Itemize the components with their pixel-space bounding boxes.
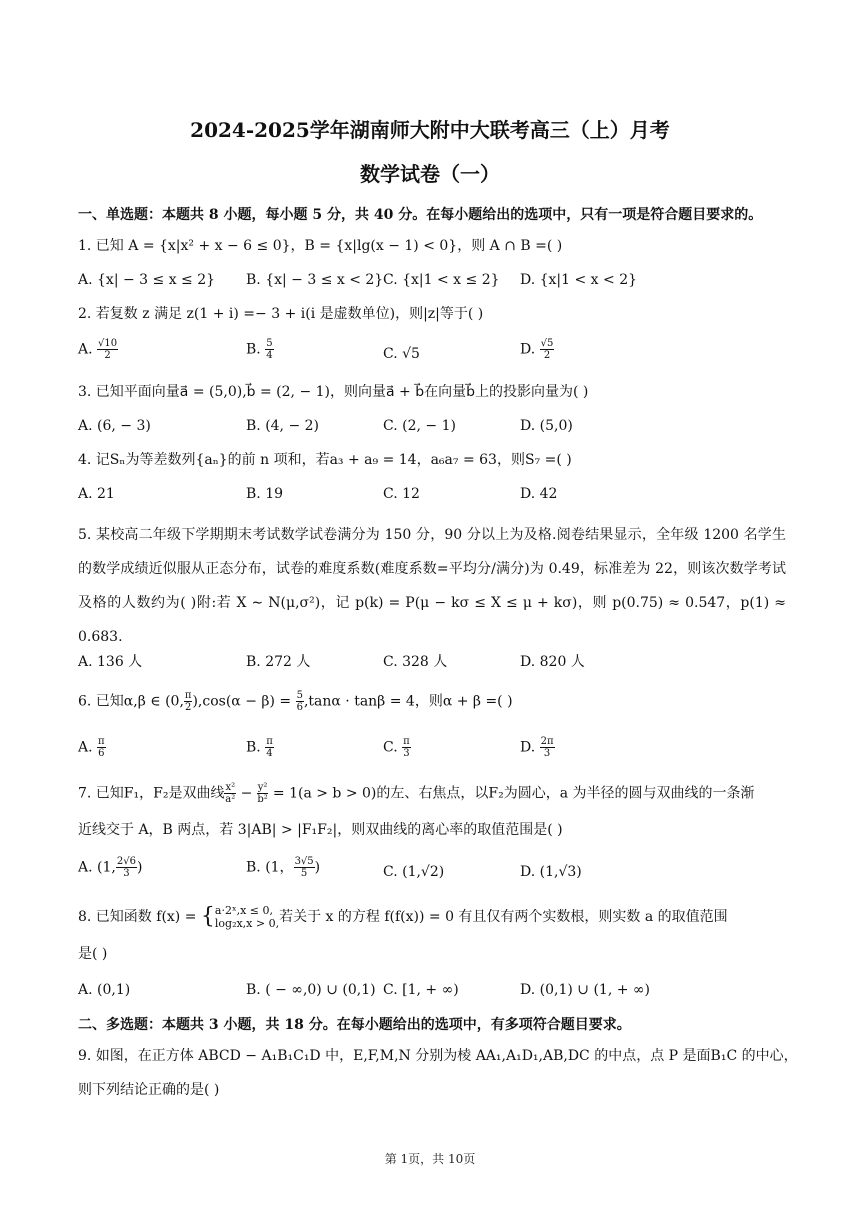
question-4-option-c: C. 12 — [383, 486, 420, 502]
question-4-stem: 4. 记Sₙ为等差数列{aₙ}的前 n 项和，若a₃ + a₉ = 14，a₆a₇ = 63，则S₇ =( ) — [78, 452, 572, 468]
question-6-stem: 6. 已知α,β ∈ (0, $\frac{\pi}{2}$ ),cos(α − β) = $\frac{5}{6}$ ,tanα · tanβ = 4，则α + β =( ) — [78, 690, 513, 713]
question-3-option-c: C. (2, − 1) — [383, 418, 456, 434]
question-2-stem: 2. 若复数 z 满足 z(1 + i) =− 3 + i(i 是虚数单位)，则|z|等于( ) — [78, 306, 484, 322]
question-4-option-d: D. 42 — [520, 486, 558, 502]
section-heading-single-choice: 一、单选题：本题共 8 小题，每小题 5 分，共 40 分。在每小题给出的选项中，只有一项是符合题目要求的。 — [78, 207, 763, 223]
question-7-option-a: A. (1, $\frac{2√6}{3}$ ) — [78, 856, 143, 879]
question-1-stem: 1. 已知 A = {x|x² + x − 6 ≤ 0}，B = {x|lg(x − 1) < 0}，则 A ∩ B =( ) — [78, 238, 563, 254]
question-7-stem: 7. 已知F₁，F₂是双曲线 $\frac{\text{x²}}{\text{a²}}$ − $\frac{\text{y²}}{\text{b²}}$ = 1(a > b > 0)的左、右焦点，以F₂为圆心，a 为半径的圆与双曲线的一条渐 — [78, 782, 755, 805]
question-8-option-c: C. [1, + ∞) — [383, 982, 459, 998]
question-2-option-a: A. $\frac{√10}{2}$ — [78, 338, 118, 361]
question-5-option-d: D. 820 人 — [520, 654, 585, 670]
question-1-option-b: B. {x| − 3 ≤ x < 2} — [246, 272, 384, 288]
exam-subtitle: 数学试卷（一） — [360, 162, 500, 186]
question-6-option-c: C. $\frac{\pi}{3}$ — [383, 736, 410, 759]
question-2-option-d: D. $\frac{√5}{2}$ — [520, 338, 554, 361]
question-6-option-b: B. $\frac{\pi}{4}$ — [246, 736, 273, 759]
section-heading-multiple-choice: 二、多选题：本题共 3 小题，共 18 分。在每小题给出的选项中，有多项符合题目要求。 — [78, 1017, 631, 1033]
question-7-option-d: D. (1,√3) — [520, 864, 582, 880]
page-footer: 第 1页，共 10页 — [384, 1152, 476, 1166]
question-3-option-d: D. (5,0) — [520, 418, 573, 434]
question-1-option-d: D. {x|1 < x < 2} — [520, 272, 638, 288]
question-6-option-d: D. $\frac{2\pi}{3}$ — [520, 736, 554, 759]
question-5-option-c: C. 328 人 — [383, 654, 448, 670]
question-5-stem: 5. 某校高二年级下学期期末考试数学试卷满分为 150 分，90 分以上为及格.阅卷结果显示，全年级 1200 名学生的数学成绩近似服从正态分布，试卷的难度系数(难度系数=平均分/满分)为 0.49，标准差为 22，则该次数学考试及格的人数约为( )附:若 X ∼ N(μ,σ²)，记 p(k) = P(μ − kσ ≤ X ≤ μ + kσ)，则 p(0.75) ≈ 0.547，p(1) ≈ 0.683. — [78, 527, 786, 645]
question-8-option-b: B. ( − ∞,0) ∪ (0,1) — [246, 982, 376, 998]
question-8-stem: 8. 已知函数 f(x) = { a·2ˣ,x ≤ 0, log₂x,x > 0, 若关于 x 的方程 f(f(x)) = 0 有且仅有两个实数根，则实数 a 的取值范围 — [78, 904, 728, 930]
question-7-option-b: B. (1， $\frac{3√5}{5}$ ) — [246, 856, 321, 879]
question-9-stem: 9. 如图，在正方体 ABCD − A₁B₁C₁D 中，E,F,M,N 分别为棱 AA₁,A₁D₁,AB,DC 的中点，点 P 是面B₁C 的中心， — [78, 1048, 798, 1064]
question-7-option-c: C. (1,√2) — [383, 864, 445, 880]
question-8-stem-line-2: 是( ) — [78, 946, 108, 962]
question-1-option-c: C. {x|1 < x ≤ 2} — [383, 272, 500, 288]
question-5-option-a: A. 136 人 — [78, 654, 143, 670]
question-8-option-d: D. (0,1) ∪ (1, + ∞) — [520, 982, 651, 998]
question-2-option-c: C. √5 — [383, 346, 420, 362]
question-5-option-b: B. 272 人 — [246, 654, 311, 670]
question-7-stem-line-2: 近线交于 A，B 两点，若 3|AB| > |F₁F₂|，则双曲线的离心率的取值范围是( ) — [78, 822, 563, 838]
question-3-option-a: A. (6, − 3) — [78, 418, 151, 434]
question-1-option-a: A. {x| − 3 ≤ x ≤ 2} — [78, 272, 216, 288]
question-3-option-b: B. (4, − 2) — [246, 418, 320, 434]
question-4-option-a: A. 21 — [78, 486, 115, 502]
question-4-option-b: B. 19 — [246, 486, 284, 502]
question-3-stem: 3. 已知平面向量a⃗ = (5,0),b⃗ = (2, − 1)，则向量a⃗ + b⃗在向量b⃗上的投影向量为( ) — [78, 384, 589, 400]
question-9-stem-line-2: 则下列结论正确的是( ) — [78, 1082, 220, 1098]
question-6-option-a: A. $\frac{\pi}{6}$ — [78, 736, 105, 759]
question-8-option-a: A. (0,1) — [78, 982, 131, 998]
question-2-option-b: B. $\frac{5}{4}$ — [246, 338, 273, 361]
exam-title: 2024-2025学年湖南师大附中大联考高三（上）月考 — [190, 118, 670, 142]
